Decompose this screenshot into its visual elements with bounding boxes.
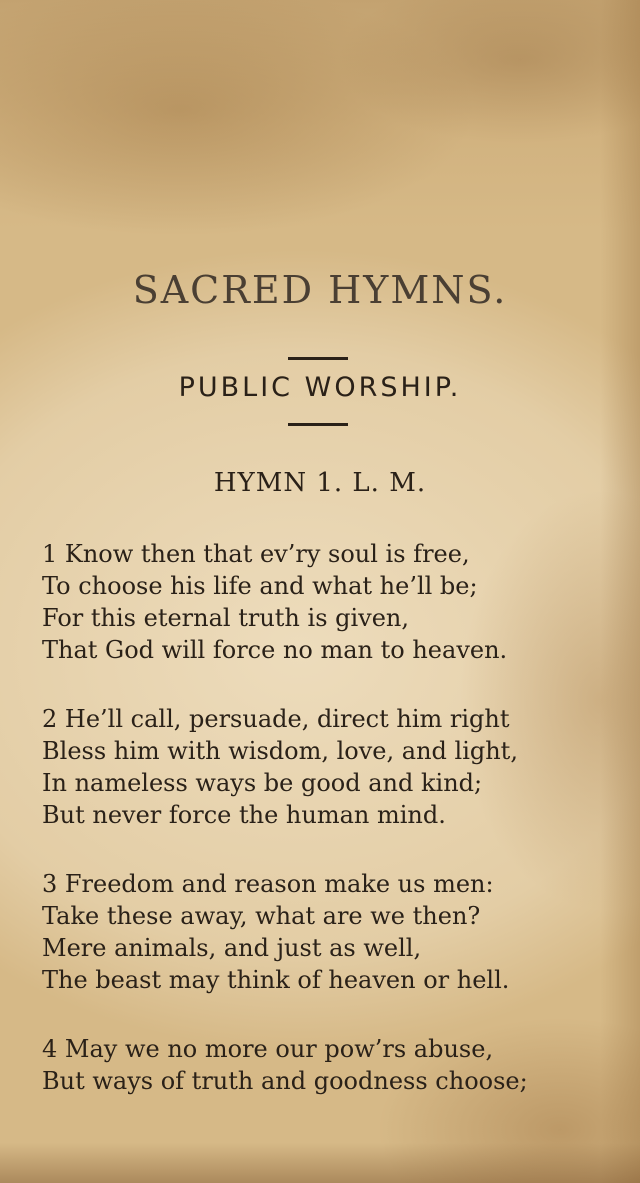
divider-rule-bottom [288, 423, 348, 426]
verse-line: Mere animals, and just as well, [42, 934, 422, 962]
verse-line: To choose his life and what he’ll be; [42, 572, 478, 600]
verse-line: That God will force no man to heaven. [42, 636, 508, 664]
verse-line: Bless him with wisdom, love, and light, [42, 737, 518, 765]
page-bottom-edge [0, 1143, 640, 1183]
verse-line: But never force the human mind. [42, 801, 446, 829]
book-title: SACRED HYMNS. [132, 268, 508, 312]
stanza-2 [42, 703, 622, 831]
divider-rule-top [288, 357, 348, 360]
stanza-3 [42, 868, 622, 996]
verse-line: 4 May we no more our pow’rs abuse, [42, 1035, 494, 1063]
stanza-4 [42, 1033, 622, 1097]
verse-line: But ways of truth and goodness choose; [42, 1067, 528, 1095]
verse-line: For this eternal truth is given, [42, 604, 410, 632]
verse-line: 1 Know then that ev’ry soul is free, [42, 540, 470, 568]
verse-line: In nameless ways be good and kind; [42, 769, 483, 797]
stanza-1 [42, 538, 622, 666]
hymn-heading: HYMN 1. L. M. [213, 468, 427, 498]
verse-line: The beast may think of heaven or hell. [42, 966, 510, 994]
section-title: PUBLIC WORSHIP. [178, 372, 462, 403]
water-stain [0, 0, 640, 230]
verse-line: Take these away, what are we then? [42, 902, 481, 930]
verse-line: 3 Freedom and reason make us men: [42, 870, 494, 898]
verse-line: 2 He’ll call, persuade, direct him right [42, 705, 510, 733]
